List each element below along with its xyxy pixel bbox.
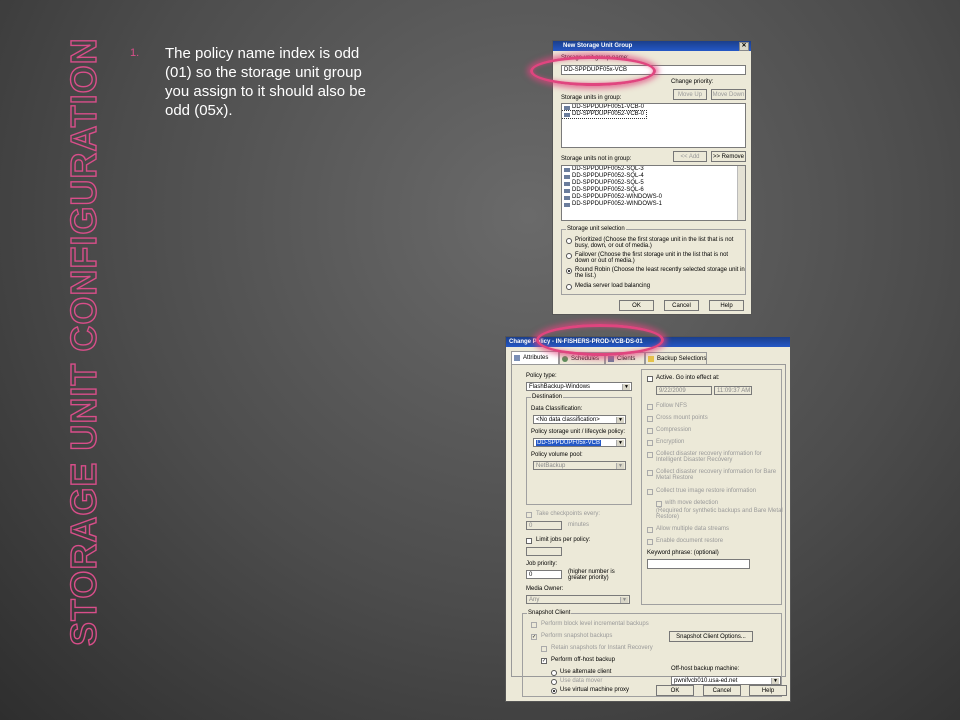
- required-note-2: Restore): [656, 514, 680, 520]
- offhost-machine-label: Off-host backup machine:: [671, 666, 740, 672]
- change-priority-label: Change priority:: [671, 79, 714, 85]
- chevron-down-icon: ▼: [622, 384, 630, 390]
- slide-title: STORAGE UNIT CONFIGURATION: [63, 37, 104, 646]
- policy-type-label: Policy type:: [526, 373, 557, 379]
- offhost-checkbox[interactable]: ✓: [542, 658, 547, 664]
- checkpoints-label: Take checkpoints every:: [536, 511, 601, 517]
- policy-type-value: FlashBackup-Windows: [529, 384, 591, 390]
- selection-group-label: Storage unit selection: [567, 226, 625, 232]
- scrollbar[interactable]: [737, 166, 745, 220]
- move-down-button[interactable]: Move Down: [711, 89, 746, 100]
- minutes-label: minutes: [568, 522, 590, 528]
- prioritized-label: Prioritized (Choose the first storage unit in the list that is not: [575, 237, 734, 243]
- limit-jobs-label: Limit jobs per policy:: [536, 537, 591, 543]
- dialog1-title: New Storage Unit Group: [563, 43, 633, 49]
- bullet-item: [130, 44, 380, 120]
- compression-checkbox[interactable]: [647, 428, 653, 434]
- data-class-select[interactable]: [533, 415, 626, 424]
- encryption-checkbox[interactable]: [647, 440, 653, 446]
- ok-button[interactable]: OK: [656, 685, 694, 696]
- tab-backup-selections[interactable]: [645, 352, 707, 364]
- volume-pool-label: Policy volume pool:: [531, 452, 583, 458]
- active-label: Active. Go into effect at:: [656, 375, 720, 381]
- storage-value: DD-SPPDUPF05x-VCB: [537, 440, 601, 446]
- idr-label-2: Intelligent Disaster Recovery: [656, 457, 733, 463]
- doc-restore-checkbox[interactable]: [647, 539, 653, 545]
- data-class-value: <No data classification>: [536, 417, 600, 423]
- dialog1-titlebar: [553, 41, 751, 51]
- add-button[interactable]: << Add: [673, 151, 707, 162]
- cancel-button[interactable]: Cancel: [703, 685, 741, 696]
- cross-mount-label: Cross mount points: [656, 415, 708, 421]
- idr-checkbox[interactable]: [647, 452, 653, 458]
- bullet-text: The policy name index is odd (01) so the storage unit group you assign to it should also be odd (05x).: [165, 45, 366, 119]
- list-item[interactable]: DD-SPPDUPF0052-SQL-5: [562, 180, 745, 187]
- bullet-number: 1.: [130, 47, 140, 59]
- round-robin-label: Round Robin (Choose the least recently selected storage unit in: [575, 267, 745, 273]
- snapshot-client-group: [522, 610, 782, 697]
- alt-client-radio[interactable]: [551, 670, 557, 676]
- tab-label: Clients: [617, 356, 636, 362]
- multi-streams-label: Allow multiple data streams: [656, 526, 730, 532]
- job-priority-field[interactable]: 0: [526, 570, 562, 579]
- keyword-label: Keyword phrase: (optional): [647, 550, 719, 556]
- offhost-label: Perform off-host backup: [551, 657, 615, 663]
- destination-label: Destination: [532, 394, 563, 400]
- priority-note-2: greater priority): [568, 575, 609, 581]
- offhost-machine-select[interactable]: [671, 676, 781, 685]
- keyword-field[interactable]: [647, 559, 750, 569]
- storage-label: Policy storage unit / lifecycle policy:: [531, 429, 626, 435]
- data-mover-label: Use data mover: [560, 678, 603, 684]
- bmr-label-2: Metal Restore: [656, 475, 694, 481]
- chevron-down-icon: ▼: [771, 678, 779, 684]
- bmr-checkbox[interactable]: [647, 470, 653, 476]
- move-detection-label: with move detection: [665, 500, 719, 506]
- help-button[interactable]: Help: [709, 300, 744, 311]
- compression-label: Compression: [656, 427, 692, 433]
- attributes-icon: [514, 355, 520, 361]
- tab-label: Schedules: [571, 356, 600, 362]
- not-in-group-list[interactable]: [561, 165, 746, 221]
- media-server-radio[interactable]: [566, 284, 572, 290]
- change-policy-dialog: [505, 336, 791, 702]
- list-item[interactable]: DD-SPPDUPF0051-VCB-0: [562, 104, 745, 111]
- tab-attributes[interactable]: [511, 351, 559, 364]
- group-name-field[interactable]: DD-SPPDUPF05x-VCB: [561, 65, 746, 75]
- limit-jobs-field[interactable]: [526, 547, 562, 556]
- retain-snapshots-checkbox[interactable]: [541, 646, 547, 652]
- follow-nfs-checkbox[interactable]: [647, 404, 653, 410]
- follow-nfs-label: Follow NFS: [656, 403, 688, 409]
- right-options-group: [641, 369, 782, 605]
- checkpoints-checkbox[interactable]: [526, 512, 532, 518]
- failover-label: Failover (Choose the first storage unit in the list that is not: [575, 252, 729, 258]
- volume-pool-select[interactable]: [533, 461, 626, 470]
- list-item[interactable]: DD-SPPDUPF0052-WINDOWS-0: [562, 194, 745, 201]
- media-owner-label: Media Owner:: [526, 586, 564, 592]
- list-item[interactable]: DD-SPPDUPF0052-VCB-0: [562, 111, 646, 118]
- chevron-down-icon: ▼: [616, 440, 624, 446]
- chevron-down-icon: ▼: [616, 417, 624, 423]
- cross-mount-checkbox[interactable]: [647, 416, 653, 422]
- selection-group: [561, 226, 746, 295]
- date-field[interactable]: 9/22/2009: [656, 386, 712, 395]
- volume-pool-value: NetBackup: [536, 463, 566, 469]
- dialog2-titlebar: [506, 337, 790, 347]
- destination-group: [526, 394, 632, 505]
- alt-client-label: Use alternate client: [560, 669, 612, 675]
- folder-icon: [648, 356, 654, 362]
- snapshot-options-button[interactable]: Snapshot Client Options...: [669, 631, 753, 642]
- active-checkbox[interactable]: [647, 376, 653, 382]
- tab-label: Backup Selections: [657, 356, 707, 362]
- data-class-label: Data Classification:: [531, 406, 583, 412]
- time-field[interactable]: 11:09:37 AM: [714, 386, 752, 395]
- close-icon[interactable]: ✕: [739, 42, 749, 51]
- list-item[interactable]: DD-SPPDUPF0052-SQL-6: [562, 187, 745, 194]
- media-owner-value: Any: [529, 597, 540, 603]
- encryption-label: Encryption: [656, 439, 685, 445]
- limit-jobs-checkbox[interactable]: [526, 538, 532, 544]
- dialog2-title: Change Policy - IN-FISHERS-PROD-VCB-DS-01: [509, 339, 643, 345]
- ok-button[interactable]: OK: [619, 300, 654, 311]
- true-image-checkbox[interactable]: [647, 489, 653, 495]
- block-level-checkbox[interactable]: [531, 622, 537, 628]
- media-server-label: Media server load balancing: [575, 283, 651, 289]
- list-item[interactable]: DD-SPPDUPF0052-WINDOWS-1: [562, 201, 745, 208]
- help-button[interactable]: Help: [749, 685, 787, 696]
- failover-label-2: down or out of media.): [575, 258, 635, 264]
- required-note: (Required for synthetic backups and Bare Metal: [656, 508, 783, 514]
- tab-schedules[interactable]: [559, 352, 605, 364]
- offhost-machine-value: pwnifvcb010.usa-ed.net: [674, 678, 738, 684]
- idr-label: Collect disaster recovery information for: [656, 451, 762, 457]
- retain-snapshots-label: Retain snapshots for Instant Recovery: [551, 645, 653, 651]
- round-robin-label-2: the list.): [575, 273, 597, 279]
- snapshot-label: Snapshot Client: [528, 610, 571, 616]
- remove-button[interactable]: >> Remove: [711, 151, 746, 162]
- group-name-label: Storage unit group name:: [561, 55, 629, 61]
- doc-restore-label: Enable document restore: [656, 538, 724, 544]
- move-up-button[interactable]: Move Up: [673, 89, 707, 100]
- schedules-icon: [562, 356, 568, 362]
- priority-note-1: (higher number is: [568, 569, 615, 575]
- new-storage-unit-group-dialog: [552, 40, 752, 315]
- cancel-button[interactable]: Cancel: [664, 300, 699, 311]
- vm-proxy-label: Use virtual machine proxy: [560, 687, 630, 693]
- media-owner-select[interactable]: [526, 595, 630, 604]
- clients-icon: [608, 356, 614, 362]
- tab-clients[interactable]: [605, 352, 645, 364]
- true-image-label: Collect true image restore information: [656, 488, 757, 494]
- chevron-down-icon: ▼: [616, 463, 624, 469]
- chevron-down-icon: ▼: [620, 597, 628, 603]
- snapshot-backups-label: Perform snapshot backups: [541, 633, 613, 639]
- policy-type-select[interactable]: [526, 382, 632, 391]
- not-in-group-label: Storage units not in group:: [561, 156, 632, 162]
- tab-label: Attributes: [523, 355, 549, 361]
- multi-streams-checkbox[interactable]: [647, 527, 653, 533]
- list-item[interactable]: DD-SPPDUPF0052-SQL-3: [562, 166, 745, 173]
- round-robin-radio[interactable]: [566, 268, 572, 274]
- move-detection-checkbox[interactable]: [656, 501, 662, 507]
- job-priority-label: Job priority:: [526, 561, 558, 567]
- block-level-label: Perform block level incremental backups: [541, 621, 649, 627]
- prioritized-radio[interactable]: [566, 238, 572, 244]
- prioritized-label-2: busy, down, or out of media.): [575, 243, 652, 249]
- snapshot-backups-checkbox[interactable]: ✓: [532, 634, 537, 640]
- storage-select[interactable]: [533, 438, 626, 447]
- list-item[interactable]: DD-SPPDUPF0052-SQL-4: [562, 173, 745, 180]
- bullet-list: [130, 44, 380, 120]
- failover-radio[interactable]: [566, 253, 572, 259]
- in-group-label: Storage units in group:: [561, 95, 622, 101]
- data-mover-radio[interactable]: [551, 679, 557, 685]
- vm-proxy-radio[interactable]: [551, 688, 557, 694]
- in-group-list[interactable]: [561, 103, 746, 148]
- bmr-label: Collect disaster recovery information for Bare: [656, 469, 777, 475]
- checkpoints-field[interactable]: 0: [526, 521, 562, 530]
